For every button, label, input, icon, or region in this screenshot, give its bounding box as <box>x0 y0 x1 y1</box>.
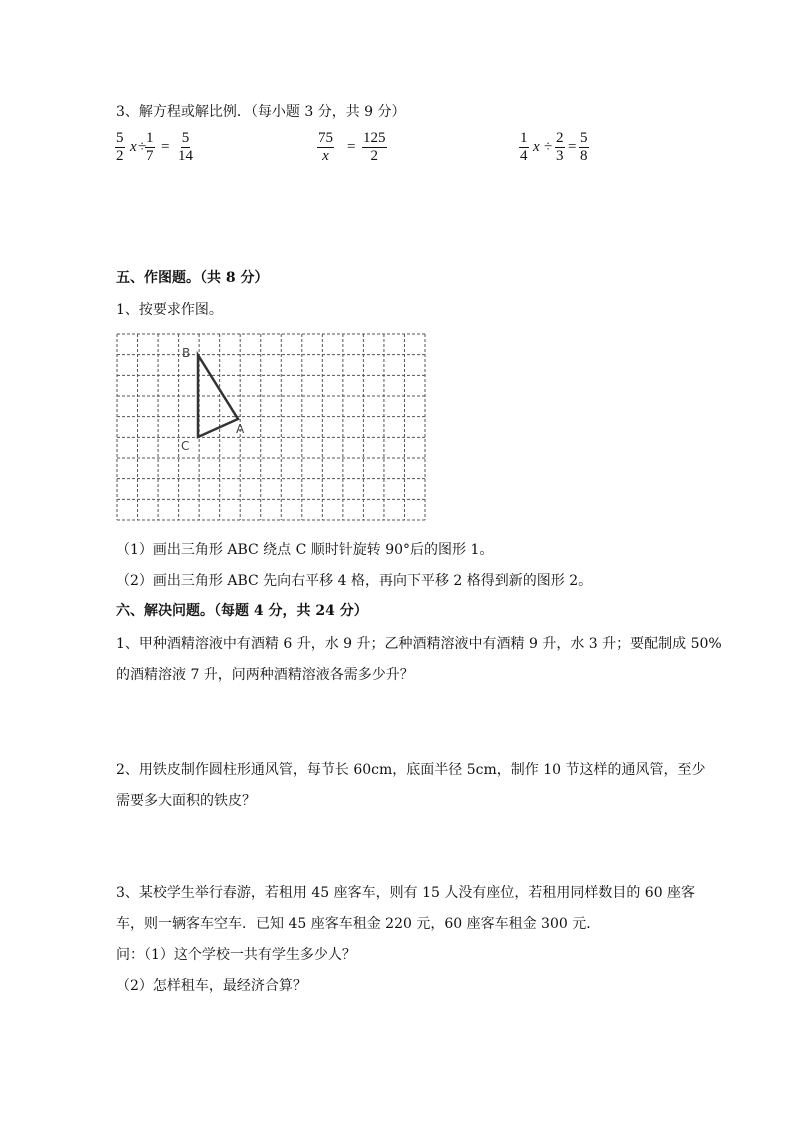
question-3-line-4: （2）怎样租车，最经济合算？ <box>116 978 307 994</box>
section5-heading: 五、作图题。（共 8 分） <box>116 270 269 286</box>
question-2-line-1: 2、用铁皮制作圆柱形通风管，每节长 60cm，底面半径 5cm，制作 10 节这样的通风管，至少 <box>116 762 706 778</box>
fraction: $\frac{75}{x}$ <box>318 130 333 164</box>
question-2-line-2: 需要多大面积的铁皮？ <box>116 793 256 809</box>
question-3-line-1: 3、某校学生举行春游，若租用 45 座客车，则有 15 人没有座位，若租用同样数目的 60 座客 <box>116 885 696 901</box>
drawing-grid <box>116 333 426 521</box>
label-b: B <box>182 346 191 360</box>
fraction: $\frac{5}{14}$ <box>178 130 193 164</box>
variable: x <box>533 139 540 155</box>
question-1-line-2: 的酒精溶液 7 升，问两种酒精溶液各需多少升？ <box>116 667 414 683</box>
fraction: $\frac{5}{2}$ <box>116 130 124 164</box>
task-2: （2）画出三角形 ABC 先向右平移 4 格，再向下平移 2 格得到新的图形 2。 <box>116 573 593 589</box>
section3-heading: 3、解方程或解比例．（每小题 3 分，共 9 分） <box>116 104 406 120</box>
fraction: $\frac{5}{8}$ <box>580 130 588 164</box>
operator: = <box>161 139 170 155</box>
fraction: $\frac{2}{3}$ <box>556 130 564 164</box>
label-c: C <box>181 439 190 453</box>
grid-svg <box>116 333 426 521</box>
operator: = <box>568 139 577 155</box>
section6-heading: 六、解决问题。（每题 4 分，共 24 分） <box>116 603 368 619</box>
question-text: 1、按要求作图。 <box>116 302 223 318</box>
question-3-line-3: 问：（1）这个学校一共有学生多少人？ <box>116 947 356 963</box>
question-3-line-2: 车，则一辆客车空车．已知 45 座客车租金 220 元，60 座客车租金 300 元． <box>116 916 601 932</box>
fraction: $\frac{1}{7}$ <box>146 130 154 164</box>
operator: = <box>347 139 356 155</box>
operator: ÷ <box>138 139 147 155</box>
fraction: $\frac{125}{2}$ <box>363 130 386 164</box>
label-a: A <box>236 422 245 436</box>
task-1: （1）画出三角形 ABC 绕点 C 顺时针旋转 90°后的图形 1。 <box>116 542 494 558</box>
question-1-line-1: 1、甲种酒精溶液中有酒精 6 升，水 9 升；乙种酒精溶液中有酒精 9 升，水 3 升；要配制成 50% <box>116 636 722 652</box>
fraction: $\frac{1}{4}$ <box>520 130 528 164</box>
operator: ÷ <box>544 139 553 155</box>
grid-lines <box>117 334 425 520</box>
variable: x <box>130 139 137 155</box>
